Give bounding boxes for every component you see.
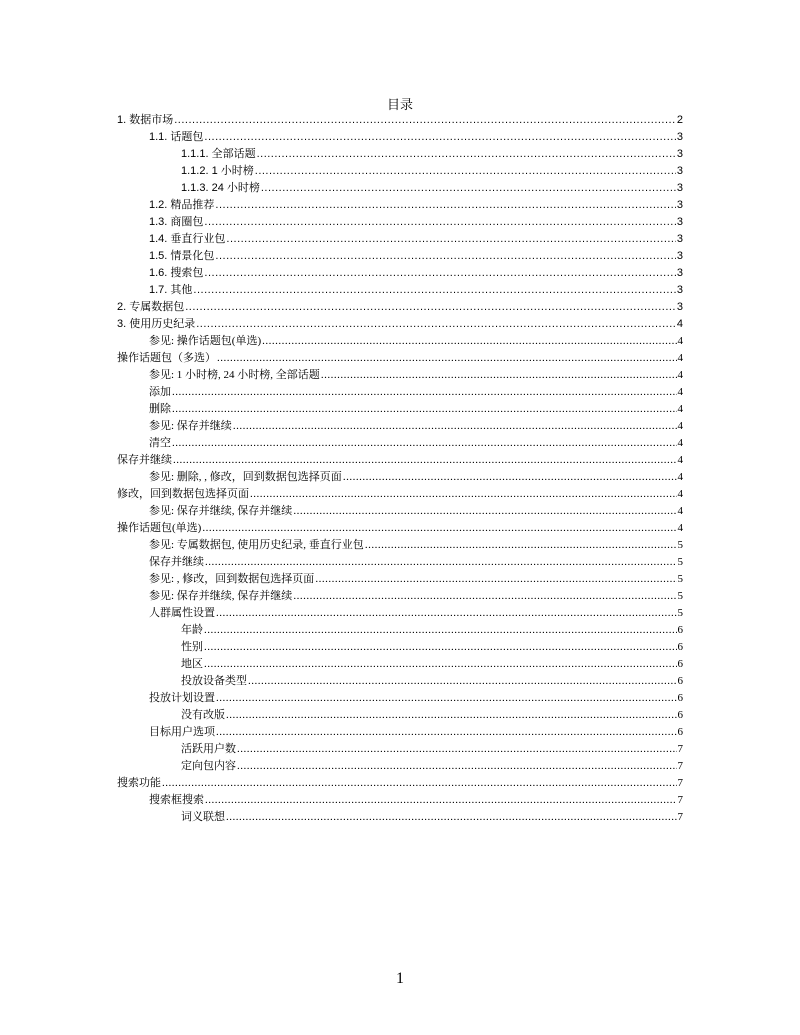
dot-leader	[321, 367, 677, 384]
toc-entry-page: 4	[677, 420, 683, 432]
toc-entry[interactable]	[117, 435, 683, 452]
toc-entry-page: 5	[677, 607, 683, 619]
toc-entry-label: 1. 数据市场	[117, 114, 174, 126]
toc-entry-page: 3	[676, 250, 683, 262]
dot-leader	[174, 112, 676, 129]
dot-leader	[204, 656, 677, 673]
toc-entry[interactable]	[117, 112, 683, 129]
toc-entry-label: 参见: 操作话题包(单选)	[149, 335, 262, 347]
toc-entry-page: 5	[677, 573, 683, 585]
dot-leader	[293, 588, 676, 605]
toc-entry-page: 3	[676, 284, 683, 296]
toc-entry[interactable]	[117, 418, 683, 435]
toc-entry-page: 7	[677, 743, 683, 755]
toc-entry-page: 7	[677, 794, 683, 806]
toc-entry-label: 操作话题包(单选)	[117, 522, 202, 534]
toc-entry[interactable]	[117, 197, 683, 214]
dot-leader	[216, 605, 677, 622]
dot-leader	[365, 537, 677, 554]
toc-entry[interactable]	[117, 503, 683, 520]
toc-entry[interactable]	[117, 809, 683, 826]
toc-entry[interactable]	[117, 792, 683, 809]
toc-entry-page: 7	[677, 811, 683, 823]
dot-leader	[185, 299, 676, 316]
toc-entry-label: 定向包内容	[181, 760, 236, 772]
toc-entry-page: 4	[677, 471, 683, 483]
dot-leader	[215, 197, 675, 214]
toc-entry[interactable]	[117, 265, 683, 282]
toc-entry-label: 投放设备类型	[181, 675, 247, 687]
toc-entry-page: 3	[676, 267, 683, 279]
dot-leader	[215, 248, 675, 265]
toc-entry[interactable]	[117, 486, 683, 503]
toc-entry-label: 修改，回到数据包选择页面	[117, 488, 249, 500]
toc-entry-label: 3. 使用历史纪录	[117, 318, 196, 330]
toc-entry[interactable]	[117, 299, 683, 316]
toc-entry-label: 添加	[149, 386, 171, 398]
toc-entry-page: 7	[677, 760, 683, 772]
toc-entry-page: 4	[677, 403, 683, 415]
toc-entry-page: 5	[677, 539, 683, 551]
dot-leader	[204, 214, 675, 231]
dot-leader	[216, 690, 677, 707]
toc-entry[interactable]	[117, 724, 683, 741]
dot-leader	[226, 707, 677, 724]
toc-title: 目录	[386, 97, 413, 112]
toc-entry-label: 参见: 保存并继续, 保存并继续	[149, 505, 293, 517]
toc-entry-page: 3	[676, 131, 683, 143]
dot-leader	[204, 265, 675, 282]
toc-entry-page: 4	[677, 335, 683, 347]
toc-entry-page: 4	[676, 318, 683, 330]
toc-entry[interactable]	[117, 622, 683, 639]
page-number: 1	[396, 970, 404, 987]
toc-entry-page: 3	[676, 301, 683, 313]
toc-entry[interactable]	[117, 333, 683, 350]
toc-entry-page: 6	[677, 641, 683, 653]
toc-entry-label: 1.3. 商圈包	[149, 216, 204, 228]
table-of-contents	[117, 112, 683, 826]
dot-leader	[172, 401, 677, 418]
dot-leader	[261, 180, 676, 197]
toc-entry-label: 清空	[149, 437, 171, 449]
dot-leader	[250, 486, 677, 503]
dot-leader	[343, 469, 677, 486]
dot-leader	[204, 639, 677, 656]
dot-leader	[202, 520, 676, 537]
toc-entry-page: 4	[677, 522, 683, 534]
toc-entry-page: 6	[677, 726, 683, 738]
dot-leader	[257, 146, 676, 163]
toc-entry[interactable]	[117, 775, 683, 792]
toc-entry-page: 3	[676, 165, 683, 177]
toc-entry-label: 操作话题包（多选）	[117, 352, 216, 364]
toc-entry-page: 6	[677, 658, 683, 670]
toc-entry-label: 1.6. 搜索包	[149, 267, 204, 279]
toc-entry-label: 搜索框搜索	[149, 794, 204, 806]
toc-entry[interactable]	[117, 707, 683, 724]
toc-entry[interactable]	[117, 588, 683, 605]
toc-entry-page: 3	[676, 199, 683, 211]
toc-entry-label: 1.1.2. 1 小时榜	[181, 165, 254, 177]
toc-entry-label: 保存并继续	[117, 454, 172, 466]
dot-leader	[216, 724, 677, 741]
toc-entry-page: 3	[676, 233, 683, 245]
toc-entry-page: 5	[677, 590, 683, 602]
toc-entry-label: 2. 专属数据包	[117, 301, 185, 313]
toc-entry-label: 1.1. 话题包	[149, 131, 204, 143]
toc-entry[interactable]	[117, 248, 683, 265]
dot-leader	[172, 435, 677, 452]
toc-entry-page: 4	[677, 386, 683, 398]
toc-entry-page: 4	[677, 505, 683, 517]
toc-entry[interactable]	[117, 180, 683, 197]
dot-leader	[162, 775, 677, 792]
toc-entry-label: 1.7. 其他	[149, 284, 193, 296]
toc-entry-label: 删除	[149, 403, 171, 415]
toc-entry[interactable]	[117, 690, 683, 707]
dot-leader	[204, 129, 675, 146]
toc-entry[interactable]	[117, 656, 683, 673]
toc-entry-label: 参见: , 修改，回到数据包选择页面	[149, 573, 315, 585]
dot-leader	[172, 384, 677, 401]
toc-entry-label: 1.5. 情景化包	[149, 250, 215, 262]
dot-leader	[248, 673, 677, 690]
toc-entry-page: 4	[677, 352, 683, 364]
toc-entry-page: 4	[677, 369, 683, 381]
toc-entry[interactable]	[117, 537, 683, 554]
dot-leader	[255, 163, 676, 180]
dot-leader	[293, 503, 676, 520]
toc-entry-page: 2	[676, 114, 683, 126]
toc-entry-label: 1.1.3. 24 小时榜	[181, 182, 260, 194]
toc-entry[interactable]	[117, 214, 683, 231]
toc-entry[interactable]	[117, 520, 683, 537]
toc-entry-label: 没有改版	[181, 709, 225, 721]
dot-leader	[315, 571, 676, 588]
dot-leader	[173, 452, 677, 469]
toc-entry[interactable]	[117, 673, 683, 690]
toc-entry[interactable]	[117, 350, 683, 367]
dot-leader	[226, 231, 675, 248]
toc-entry[interactable]	[117, 282, 683, 299]
toc-entry[interactable]	[117, 367, 683, 384]
toc-entry-page: 3	[676, 216, 683, 228]
dot-leader	[204, 622, 677, 639]
toc-entry-page: 7	[677, 777, 683, 789]
toc-entry[interactable]	[117, 554, 683, 571]
toc-entry[interactable]	[117, 163, 683, 180]
toc-entry-page: 6	[677, 709, 683, 721]
toc-entry-label: 保存并继续	[149, 556, 204, 568]
toc-entry-label: 1.1.1. 全部话题	[181, 148, 256, 160]
toc-entry-page: 5	[677, 556, 683, 568]
toc-entry-label: 参见: 保存并继续, 保存并继续	[149, 590, 293, 602]
toc-entry-page: 4	[677, 454, 683, 466]
toc-entry[interactable]	[117, 231, 683, 248]
toc-entry-page: 4	[677, 488, 683, 500]
toc-entry-page: 3	[676, 182, 683, 194]
toc-entry-page: 4	[677, 437, 683, 449]
toc-entry-page: 6	[677, 675, 683, 687]
toc-entry-label: 词义联想	[181, 811, 225, 823]
dot-leader	[237, 741, 677, 758]
toc-entry[interactable]	[117, 605, 683, 622]
toc-entry-label: 年龄	[181, 624, 203, 636]
toc-entry[interactable]	[117, 452, 683, 469]
toc-entry-label: 参见: 专属数据包, 使用历史纪录, 垂直行业包	[149, 539, 364, 551]
toc-entry-label: 参见: 保存并继续	[149, 420, 232, 432]
toc-entry[interactable]	[117, 758, 683, 775]
toc-entry-label: 投放计划设置	[149, 692, 215, 704]
dot-leader	[205, 554, 677, 571]
toc-entry[interactable]	[117, 741, 683, 758]
toc-entry[interactable]	[117, 571, 683, 588]
dot-leader	[237, 758, 677, 775]
dot-leader	[196, 316, 676, 333]
dot-leader	[233, 418, 677, 435]
toc-entry-page: 6	[677, 692, 683, 704]
toc-entry-label: 人群属性设置	[149, 607, 215, 619]
dot-leader	[217, 350, 677, 367]
toc-entry[interactable]	[117, 316, 683, 333]
toc-entry[interactable]	[117, 639, 683, 656]
dot-leader	[226, 809, 677, 826]
toc-entry-label: 性别	[181, 641, 203, 653]
toc-entry-label: 1.2. 精品推荐	[149, 199, 215, 211]
toc-entry[interactable]	[117, 146, 683, 163]
toc-entry[interactable]	[117, 469, 683, 486]
toc-entry-label: 参见: 删除, , 修改，回到数据包选择页面	[149, 471, 342, 483]
toc-entry[interactable]	[117, 384, 683, 401]
toc-entry-page: 3	[676, 148, 683, 160]
toc-entry-label: 搜索功能	[117, 777, 161, 789]
dot-leader	[193, 282, 675, 299]
toc-entry-label: 1.4. 垂直行业包	[149, 233, 226, 245]
toc-entry-label: 参见: 1 小时榜, 24 小时榜, 全部话题	[149, 369, 320, 381]
dot-leader	[205, 792, 677, 809]
toc-entry-label: 活跃用户数	[181, 743, 236, 755]
toc-entry[interactable]	[117, 129, 683, 146]
dot-leader	[262, 333, 676, 350]
toc-entry-label: 目标用户选项	[149, 726, 215, 738]
toc-entry-page: 6	[677, 624, 683, 636]
toc-entry[interactable]	[117, 401, 683, 418]
toc-entry-label: 地区	[181, 658, 203, 670]
